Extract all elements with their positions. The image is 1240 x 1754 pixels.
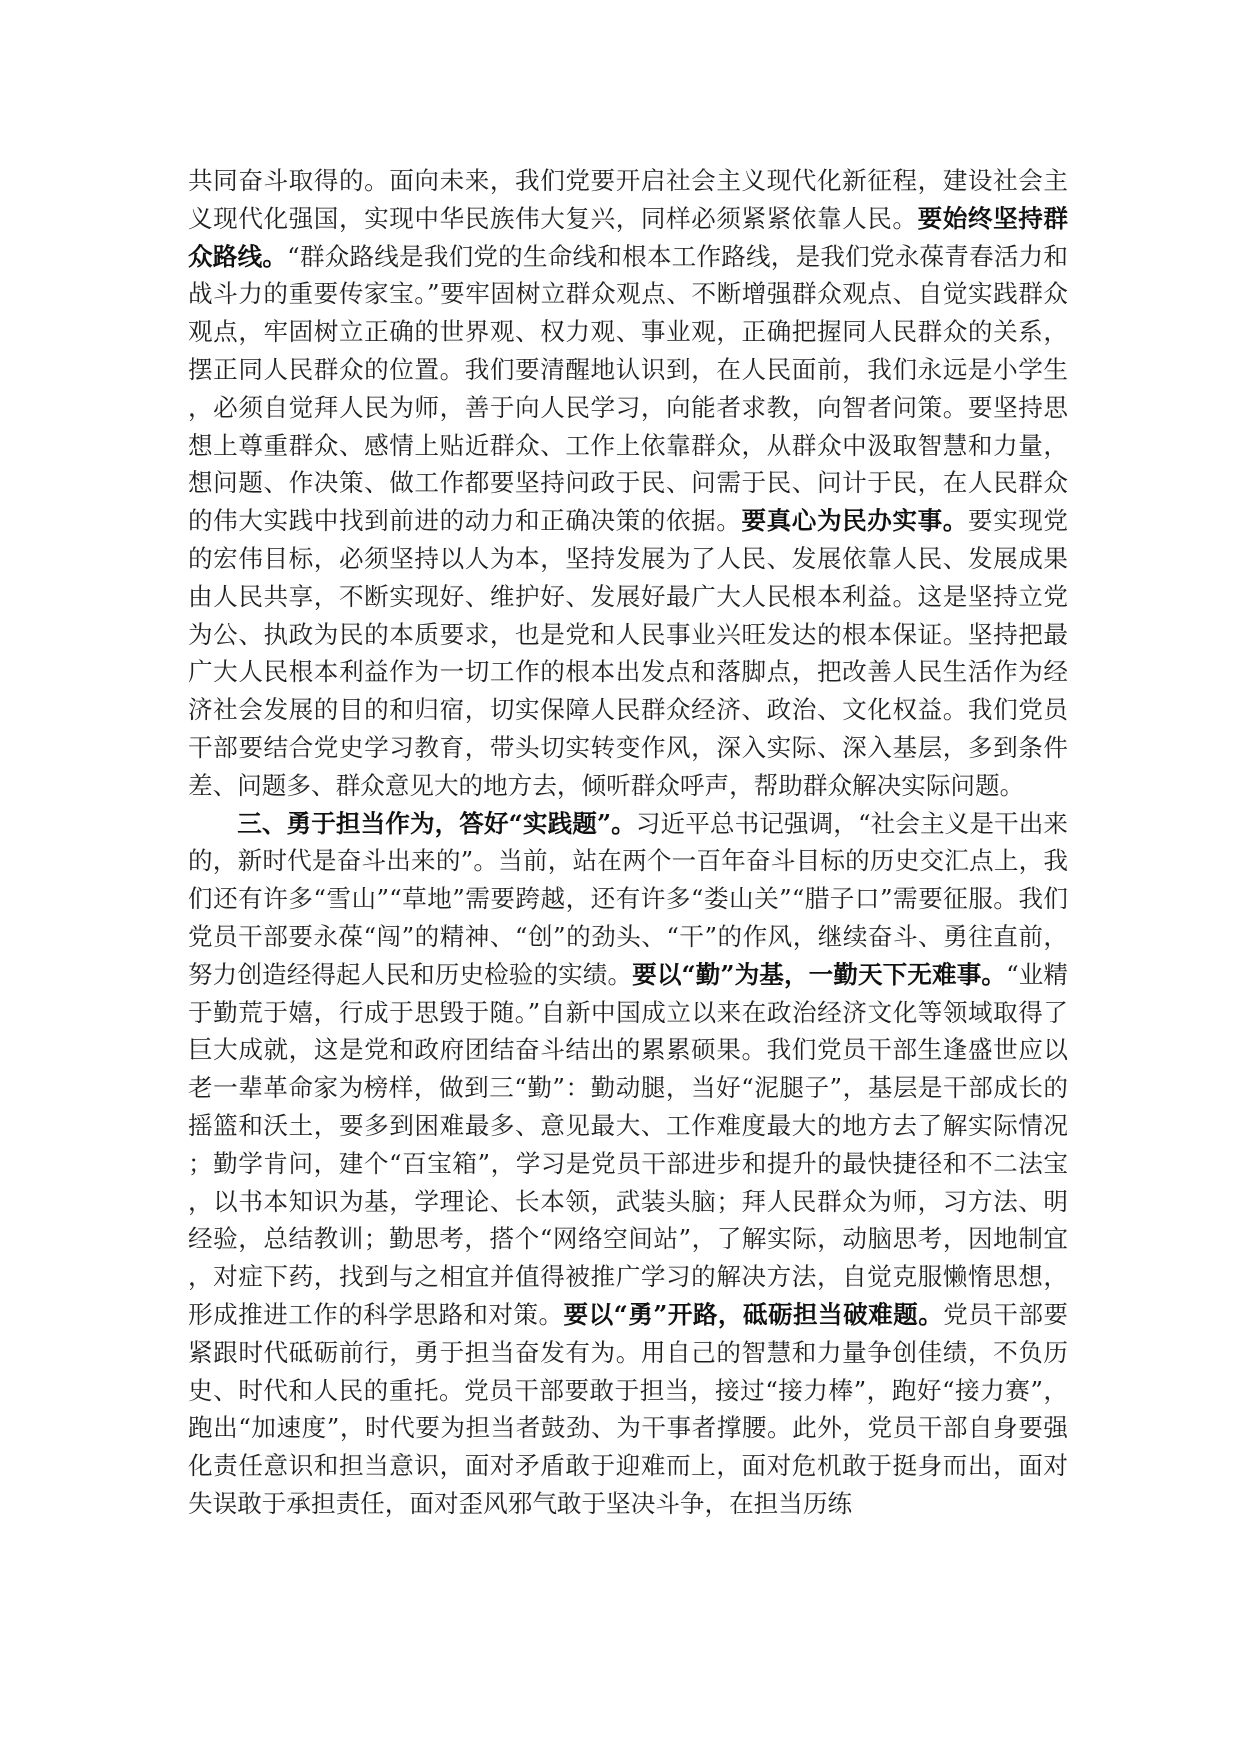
bold-heading-run: 要以“勇”开路，砥砺担当破难题。 <box>563 1299 944 1329</box>
text-run: “业精于勤荒于嬉，行成于思毁于随。”自新中国成立以来在政治经济文化等领域取得了巨大成就，这是党和政府团结奋斗结出的累累硕果。我们党员干部生逢盛世应以老一辈革命家为榜样，做到三“勤”：勤动腿，当好“泥腿子”，基层是干部成长的摇篮和沃土，要多到困难最多、意见最大、工作难度最大的地方去了解实际情况；勤学肯问，建个“百宝箱”，学习是党员干部进步和提升的最快捷径和不二法宝，以书本知识为基，学理论、长本领，武装头脑；拜人民群众为师，习方法、明经验，总结教训；勤思考，搭个“网络空间站”，了解实际，动脑思考，因地制宜，对症下药，找到与之相宜并值得被推广学习的解决方法，自觉克服懒惰思想，形成推进工作的科学思路和对策。 <box>188 959 1068 1329</box>
bold-heading-run: 要始终坚持群众路线。 <box>188 203 1068 271</box>
text-run: “群众路线是我们党的生命线和根本工作路线，是我们党永葆青春活力和战斗力的重要传家宝。”要牢固树立群众观点、不断增强群众观点、自觉实践群众观点，牢固树立正确的世界观、权力观、事业观，正确把握同人民群众的关系，摆正同人民群众的位置。我们要清醒地认识到，在人民面前，我们永远是小学生，必须自觉拜人民为师，善于向人民学习，向能者求教，向智者问策。要坚持思想上尊重群众、感情上贴近群众、工作上依靠群众，从群众中汲取智慧和力量，想问题、作决策、做工作都要坚持问政于民、问需于民、问计于民，在人民群众的伟大实践中找到前进的动力和正确决策的依据。 <box>188 241 1068 536</box>
bold-heading-run: 要以“勤”为基，一勤天下无难事。 <box>632 959 1007 989</box>
paragraph-2 <box>188 805 1068 1523</box>
bold-heading-run: 要真心为民办实事。 <box>741 506 968 536</box>
paragraph-1 <box>188 162 1068 805</box>
text-run: 共同奋斗取得的。面向未来，我们党要开启社会主义现代化新征程，建设社会主义现代化强国，实现中华民族伟大复兴，同样必须紧紧依靠人民。 <box>188 166 1068 233</box>
document-body <box>188 162 1068 1523</box>
text-run: 党员干部要紧跟时代砥砺前行，勇于担当奋发有为。用自己的智慧和力量争创佳绩，不负历史、时代和人民的重托。党员干部要敢于担当，接过“接力棒”，跑好“接力赛”，跑出“加速度”，时代要为担当者鼓劲、为干事者撑腰。此外，党员干部自身要强化责任意识和担当意识，面对矛盾敢于迎难而上，面对危机敢于挺身而出，面对失误敢于承担责任，面对歪风邪气敢于坚决斗争，在担当历练 <box>188 1299 1068 1518</box>
section-heading: 三、勇于担当作为，答好“实践题”。 <box>237 808 636 838</box>
text-run: 习近平总书记强调，“社会主义是干出来的，新时代是奋斗出来的”。当前，站在两个一百年奋斗目标的历史交汇点上，我们还有许多“雪山”“草地”需要跨越，还有许多“娄山关”“腊子口”需要征服。我们党员干部要永葆“闯”的精神、“创”的劲头、“干”的作风，继续奋斗、勇往直前，努力创造经得起人民和历史检验的实绩。 <box>188 808 1068 989</box>
text-run: 要实现党的宏伟目标，必须坚持以人为本，坚持发展为了人民、发展依靠人民、发展成果由人民共享，不断实现好、维护好、发展好最广大人民根本利益。这是坚持立党为公、执政为民的本质要求，也是党和人民事业兴旺发达的根本保证。坚持把最广大人民根本利益作为一切工作的根本出发点和落脚点，把改善人民生活作为经济社会发展的目的和归宿，切实保障人民群众经济、政治、文化权益。我们党员干部要结合党史学习教育，带头切实转变作风，深入实际、深入基层，多到条件差、问题多、群众意见大的地方去，倾听群众呼声，帮助群众解决实际问题。 <box>188 506 1068 800</box>
